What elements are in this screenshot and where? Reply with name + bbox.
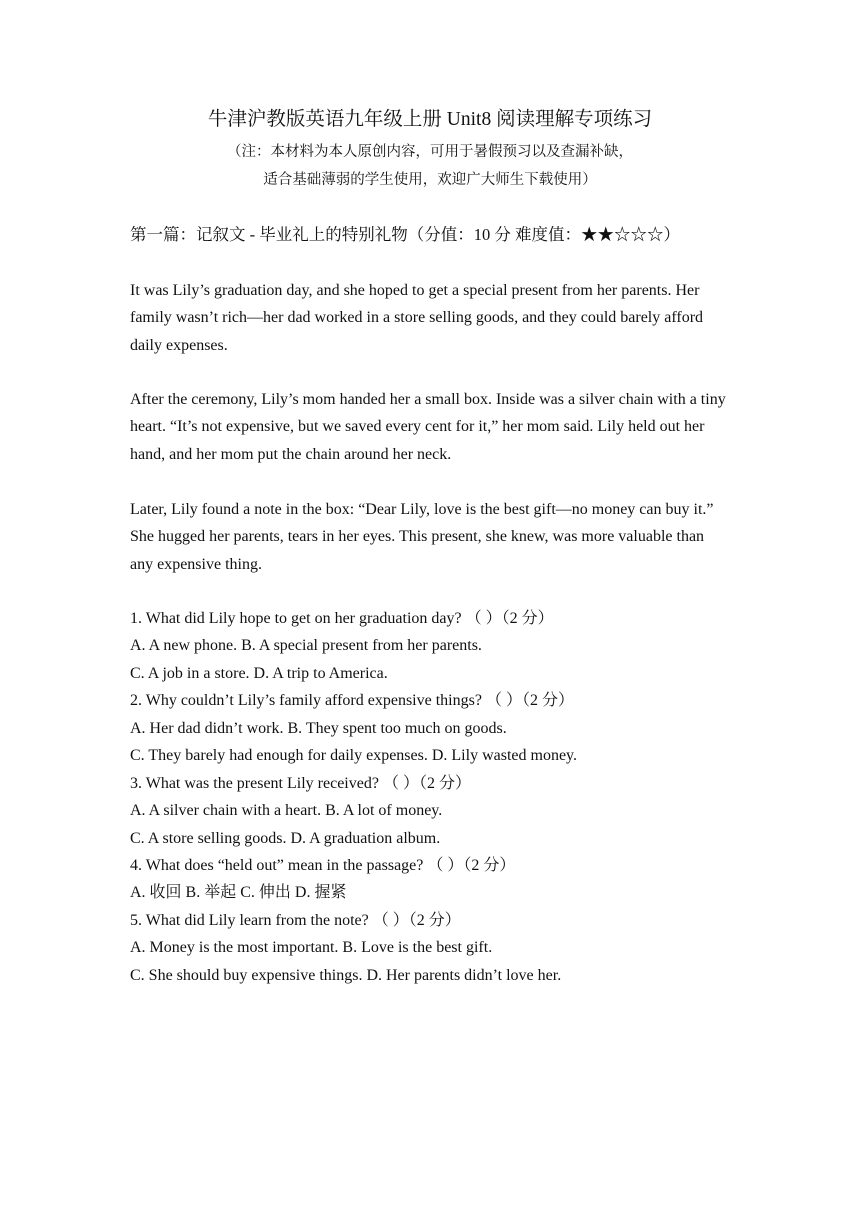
question-list — [130, 605, 750, 989]
question-1-stem: 1. What did Lily hope to get on her graduation day? （ ）（2 分） — [130, 610, 554, 627]
question-1-options-ab: A. A new phone. B. A special present from her parents. — [130, 637, 482, 655]
question-3-options-cd: C. A store selling goods. D. A graduation album. — [130, 829, 441, 847]
section-heading: 第一篇：记叙文 - 毕业礼上的特别礼物（分值：10 分 难度值：★★☆☆☆） — [130, 225, 680, 244]
paragraph-text: It was Lily’s graduation day, and she hoped to get a special present from her parents. Her family wasn’t rich—her dad worked in a store selling goods, and they could barely afford daily expenses. — [130, 282, 704, 354]
question-5-options-cd: C. She should buy expensive things. D. Her parents didn’t love her. — [130, 966, 562, 984]
author-note-line-2: 适合基础薄弱的学生使用，欢迎广大师生下载使用） — [263, 172, 597, 188]
question-2-options-cd: C. They barely had enough for daily expenses. D. Lily wasted money. — [130, 747, 577, 765]
question-4-stem: 4. What does “held out” mean in the passage? （ ）（2 分） — [130, 856, 516, 874]
paragraph-text: After the ceremony, Lily’s mom handed her a small box. Inside was a silver chain with a tiny heart. “It’s not expensive, but we saved every cent for it,” her mom said. Lily held out her hand, and her mom put the chain around her neck. — [130, 391, 726, 463]
question-5-stem: 5. What did Lily learn from the note? （ ）（2 分） — [130, 911, 461, 929]
question-1-options-cd: C. A job in a store. D. A trip to America. — [130, 664, 388, 682]
question-5-options-ab: A. Money is the most important. B. Love is the best gift. — [130, 939, 493, 957]
question-2-stem: 2. Why couldn’t Lily’s family afford expensive things? （ ）（2 分） — [130, 692, 574, 710]
paragraph-text: Later, Lily found a note in the box: “Dear Lily, love is the best gift—no money can buy it.” She hugged her parents, tears in her eyes. This present, she knew, was more valuable than any expensive thing. — [130, 501, 714, 573]
question-3-stem: 3. What was the present Lily received? （ ）（2 分） — [130, 774, 471, 792]
document-title: 牛津沪教版英语九年级上册 Unit8 阅读理解专项练习 — [207, 109, 653, 130]
passage-paragraph-2 — [130, 386, 730, 468]
question-4-options: A. 收回 B. 举起 C. 伸出 D. 握紧 — [130, 884, 347, 902]
author-note-line-1: （注：本材料为本人原创内容，可用于暑假预习以及查漏补缺， — [227, 144, 633, 160]
question-3-options-ab: A. A silver chain with a heart. B. A lot of money. — [130, 802, 443, 820]
passage-paragraph-1 — [130, 277, 730, 359]
passage-paragraph-3 — [130, 496, 730, 578]
question-2-options-ab: A. Her dad didn’t work. B. They spent too much on goods. — [130, 719, 507, 737]
